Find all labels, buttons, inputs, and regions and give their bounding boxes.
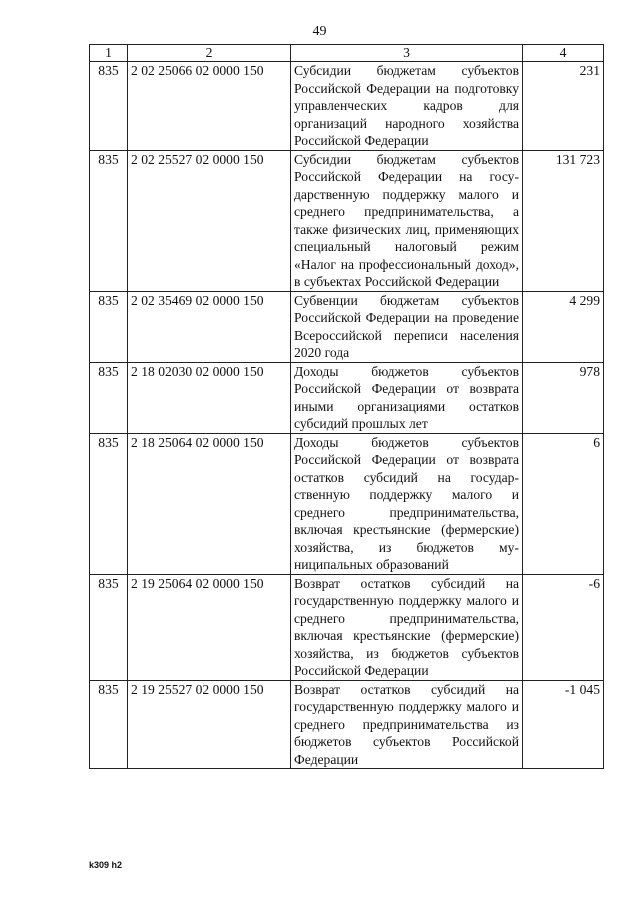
description-cell: Субсидии бюджетам субъектов Российской Федерации на государственную поддержку малого и среднего предпринимательства, а также физических лиц, применяющих специальный налоговый режим «Налог на профессиональный доход», в субъектах Российской Федерации [291, 150, 523, 291]
admin-code-cell: 835 [90, 433, 128, 574]
amount-cell: 231 [523, 62, 604, 151]
amount-cell: -1 045 [523, 680, 604, 769]
admin-code-cell: 835 [90, 291, 128, 362]
admin-code-cell: 835 [90, 680, 128, 769]
budget-code-cell: 2 19 25527 02 0000 150 [128, 680, 291, 769]
table-row [90, 362, 604, 433]
document-footer-code: k309 h2 [89, 860, 123, 870]
description-cell: Субсидии бюджетам субъектов Российской Федерации на подготовку управленческих кадров для организаций народного хозяйства Российской Федерации [291, 62, 523, 151]
admin-code-cell: 835 [90, 150, 128, 291]
description-cell: Доходы бюджетов субъектов Российской Федерации от возврата иными организациями остатков субсидий прошлых лет [291, 362, 523, 433]
header-row [90, 45, 604, 62]
amount-cell: 6 [523, 433, 604, 574]
header-col-3: 3 [291, 45, 523, 62]
table-body [90, 62, 604, 769]
table-row [90, 62, 604, 151]
amount-cell: 4 299 [523, 291, 604, 362]
table-row [90, 150, 604, 291]
amount-cell: 131 723 [523, 150, 604, 291]
page-number: 49 [312, 24, 327, 39]
table-header [90, 45, 604, 62]
header-col-4: 4 [523, 45, 604, 62]
table-row [90, 574, 604, 680]
table-row [90, 433, 604, 574]
budget-code-cell: 2 18 25064 02 0000 150 [128, 433, 291, 574]
table-row [90, 680, 604, 769]
amount-cell: -6 [523, 574, 604, 680]
admin-code-cell: 835 [90, 574, 128, 680]
table-row [90, 291, 604, 362]
description-cell: Субвенции бюджетам субъектов Российской Федерации на проведение Всероссийской переписи населения 2020 года [291, 291, 523, 362]
header-col-2: 2 [128, 45, 291, 62]
budget-code-cell: 2 19 25064 02 0000 150 [128, 574, 291, 680]
description-cell: Возврат остатков субсидий на государственную поддержку малого и среднего предпринимательства из бюджетов субъектов Российской Федерации [291, 680, 523, 769]
budget-code-cell: 2 02 35469 02 0000 150 [128, 291, 291, 362]
description-cell: Возврат остатков субсидий на государственную поддержку малого и среднего предпринимательства, включая крестьянские (фермерские) хозяйства, из бюджетов субъектов Российской Федерации [291, 574, 523, 680]
amount-cell: 978 [523, 362, 604, 433]
description-cell: Доходы бюджетов субъектов Российской Федерации от возврата остатков субсидий на государственную поддержку малого и среднего предпринимательства, включая крестьянские (фермерские) хозяйства, из бюджетов муниципальных образований [291, 433, 523, 574]
budget-code-cell: 2 02 25527 02 0000 150 [128, 150, 291, 291]
budget-table [89, 44, 604, 769]
header-col-1: 1 [90, 45, 128, 62]
budget-code-cell: 2 02 25066 02 0000 150 [128, 62, 291, 151]
admin-code-cell: 835 [90, 62, 128, 151]
budget-code-cell: 2 18 02030 02 0000 150 [128, 362, 291, 433]
admin-code-cell: 835 [90, 362, 128, 433]
